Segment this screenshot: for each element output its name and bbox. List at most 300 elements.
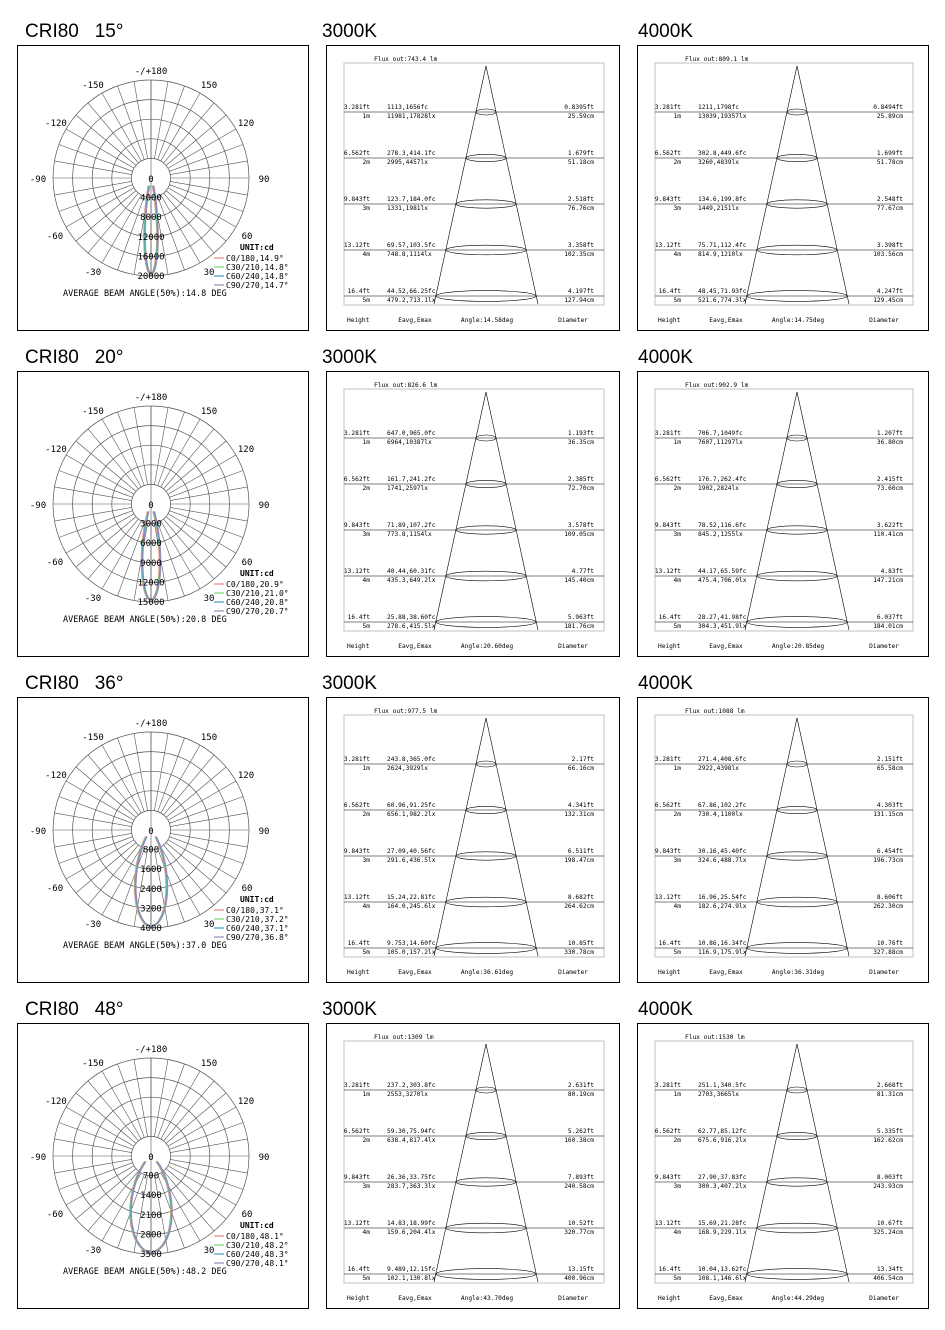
diameter-ft: 2.631ft [567,1082,594,1089]
height-m: 5m [673,1275,681,1282]
height-ft: 6.562ft [654,150,681,157]
diameter-cm: 320.77cm [564,1229,594,1236]
illuminance-fc: 62.77,85.12fc [698,1128,747,1135]
polar-spoke [154,1059,168,1136]
diameter-cm: 81.31cm [876,1091,903,1098]
illuminance-fc: 28.27,41.98fc [698,614,747,621]
diameter-cm: 325.24cm [873,1229,903,1236]
diameter-cm: 262.30cm [873,903,903,910]
average-beam-angle: AVERAGE BEAM ANGLE(50%):20.8 DEG [63,615,227,625]
diameter-cm: 80.19cm [567,1091,594,1098]
height-m: 3m [673,857,681,864]
footer-label: Angle:14.58deg [460,317,514,324]
illuminance-fc: 69.57,103.5fc [387,242,436,249]
polar-spoke [169,1122,243,1149]
polar-spoke [158,1064,185,1138]
polar-spoke [134,81,148,158]
illuminance-fc: 15.24,22.81fc [387,894,436,901]
flux-out: Flux out:902.9 lm [685,382,749,389]
footer-label: Height [347,1295,370,1302]
diameter-cm: 76.76cm [567,205,594,212]
illuminance-lx: 1331,1981lx [387,205,428,212]
illuminance-fc: 10.86,16.34fc [698,940,747,947]
diameter-ft: 4.303ft [876,802,903,809]
illuminance-fc: 237.2,303.8fc [387,1082,436,1089]
angle-label: -150 [82,81,104,91]
height-ft: 6.562ft [654,802,681,809]
radial-label: 3500 [140,1250,162,1260]
cone-edge-left [434,718,486,956]
height-ft: 13.12ft [654,568,681,575]
diameter-ft: 10.76ft [876,940,903,947]
diameter-ft: 2.385ft [567,476,594,483]
angle-label: -/+180 [134,719,168,729]
illuminance-lx: 13039,19357lx [698,113,747,120]
cone-edge-left [745,66,797,304]
flux-out: Flux out:1530 lm [685,1034,745,1041]
height-ft: 16.4ft [347,288,370,295]
polar-spoke [170,833,247,847]
illuminance-fc: 706.7,1049fc [698,430,743,437]
angle-label: -30 [84,594,102,604]
height-ft: 9.843ft [343,522,370,529]
height-ft: 16.4ft [347,940,370,947]
radial-label: 8000 [140,213,162,224]
angle-label: 60 [241,884,253,894]
polar-spoke [54,1139,131,1153]
distance-row [655,568,913,584]
cone-frame [655,63,913,305]
height-m: 1m [362,765,370,772]
distance-row [655,196,913,212]
polar-spoke [59,144,133,171]
height-m: 1m [673,765,681,772]
angle-label: 90 [258,827,270,837]
distance-row [344,150,604,166]
height-m: 5m [673,297,681,304]
radial-label: 1600 [140,865,162,876]
unit-label: UNIT:cd [240,1221,274,1230]
legend-entry: C0/180,20.9° [226,580,284,589]
height-ft: 3.281ft [654,756,681,763]
cone-svg [638,1024,929,1309]
angle-label: 150 [200,733,218,743]
illuminance-lx: 475.4,706.0lx [698,577,747,584]
legend-entry: C30/210,14.8° [226,263,289,272]
illuminance-lx: 168.9,229.1lx [698,1229,747,1236]
polar-spoke [170,1159,247,1173]
diameter-ft: 10.67ft [876,1220,903,1227]
height-ft: 6.562ft [654,1128,681,1135]
angle-label: 30 [203,1246,215,1256]
diameter-ft: 0.8494ft [873,104,903,111]
footer-label: Height [347,969,370,976]
radial-label: 3200 [140,904,162,915]
distance-row [655,430,913,446]
height-m: 2m [362,485,370,492]
radial-label-center: 0 [148,827,154,837]
illuminance-fc: 67.86,102.2fc [698,802,747,809]
legend-entry: C30/210,48.2° [226,1241,289,1250]
diameter-ft: 5.963ft [567,614,594,621]
radial-label-center: 0 [148,175,154,185]
diameter-ft: 5.262ft [567,1128,594,1135]
illuminance-fc: 71.89,107.2fc [387,522,436,529]
height-ft: 9.843ft [343,196,370,203]
distance-row [655,242,913,258]
distance-row [344,940,604,956]
footer-label: Eavg,Emax [398,1295,432,1302]
illuminance-lx: 730.4,1100lx [698,811,743,818]
cone-svg [327,1024,620,1309]
legend-entry: C60/240,48.3° [226,1250,289,1259]
radial-label: 6000 [140,539,162,550]
angle-label: -30 [84,1246,102,1256]
height-ft: 16.4ft [347,1266,370,1273]
polar-spoke [169,837,243,864]
diameter-ft: 2.415ft [876,476,903,483]
distance-row [344,242,604,258]
polar-spoke [59,1122,133,1149]
angle-label: 90 [258,175,270,185]
beam-angle-label: 36° [94,673,124,694]
height-m: 2m [362,811,370,818]
illuminance-fc: 48.45,71.93fc [698,288,747,295]
diameter-cm: 400.96cm [564,1275,594,1282]
footer-label: Angle:20.60deg [460,643,514,650]
polar-spoke [134,1059,148,1136]
illuminance-lx: 521.6,774.3lx [698,297,747,304]
illuminance-lx: 2995,4457lx [387,159,428,166]
footer-label: Diameter [869,969,899,976]
height-ft: 3.281ft [343,104,370,111]
polar-svg [18,372,309,657]
distance-row [344,848,604,864]
illuminance-fc: 271.4,408.6fc [698,756,747,763]
angle-label: -30 [84,268,102,278]
illuminance-fc: 16.96,25.54fc [698,894,747,901]
illuminance-lx: 304.3,451.9lx [698,623,747,630]
polar-spoke [59,1163,133,1190]
angle-label: 60 [241,232,253,242]
diameter-ft: 13.15ft [567,1266,594,1273]
distance-row [655,150,913,166]
angle-label: -60 [46,232,64,242]
distance-row [344,1220,604,1236]
footer-label: Height [347,643,370,650]
polar-spoke [170,487,247,501]
diameter-cm: 36.80cm [876,439,903,446]
diameter-cm: 127.94cm [564,297,594,304]
cone-svg [327,372,620,657]
polar-spoke [154,407,168,484]
illuminance-lx: 479.2,713.1lx [387,297,436,304]
radial-label: 20000 [137,272,165,282]
diameter-ft: 4.247ft [876,288,903,295]
footer-label: Angle:14.75deg [771,317,825,324]
illuminance-fc: 1113,1656fc [387,104,428,111]
distance-row [344,614,604,630]
illuminance-fc: 40.44,60.31fc [387,568,436,575]
illuminance-fc: 26.36,33.75fc [387,1174,436,1181]
radial-label-center: 0 [148,1153,154,1163]
legend [214,906,289,942]
polar-spoke [169,511,243,538]
row-title [25,348,123,367]
distance-row [655,894,913,910]
footer-label: Angle:36.61deg [460,969,514,976]
legend-entry: C0/180,37.1° [226,906,284,915]
diameter-cm: 73.60cm [876,485,903,492]
height-ft: 16.4ft [658,1266,681,1273]
height-m: 1m [362,1091,370,1098]
polar-spoke [54,1159,131,1173]
diameter-ft: 2.518ft [567,196,594,203]
row-title [25,22,123,41]
distance-row [344,1128,604,1144]
average-beam-angle: AVERAGE BEAM ANGLE(50%):14.8 DEG [63,289,227,299]
illuminance-fc: 14.83,18.99fc [387,1220,436,1227]
distance-row [655,1082,913,1098]
distance-row [344,196,604,212]
radial-label: 2800 [140,1230,162,1241]
height-ft: 3.281ft [343,430,370,437]
diameter-cm: 66.16cm [567,765,594,772]
illuminance-lx: 1449,2151lx [698,205,739,212]
radial-label: 3000 [140,519,162,530]
cone-frame [344,63,604,305]
diameter-cm: 162.62cm [873,1137,903,1144]
angle-label: 120 [237,119,255,129]
illuminance-fc: 278.3,414.1fc [387,150,436,157]
diameter-ft: 3.578ft [567,522,594,529]
diameter-ft: 1.699ft [876,150,903,157]
distance-row [344,430,604,446]
cct-3000k-label: 3000K [322,999,377,1020]
polar-spoke [54,507,131,521]
height-m: 4m [673,903,681,910]
radial-label: 12000 [137,232,165,243]
illuminance-lx: 291.6,436.5lx [387,857,436,864]
legend [214,1232,289,1268]
polar-spoke [54,833,131,847]
diameter-ft: 4.77ft [571,568,594,575]
illuminance-lx: 324.6,488.7lx [698,857,747,864]
row-title [25,1000,123,1019]
distance-row [655,614,913,630]
cone-diagram-3000k [326,45,620,331]
height-ft: 6.562ft [654,476,681,483]
footer-label: Eavg,Emax [709,1295,743,1302]
angle-label: 150 [200,81,218,91]
diameter-ft: 2.668ft [876,1082,903,1089]
cct-4000k-label: 4000K [638,673,693,694]
angle-label: -/+180 [134,1045,168,1055]
diameter-cm: 72.70cm [567,485,594,492]
cri-label: CRI80 [25,347,79,368]
cone-edge-right [486,392,538,630]
polar-spoke [59,470,133,497]
polar-spoke [158,86,185,160]
illuminance-fc: 44.17,65.59fc [698,568,747,575]
diameter-ft: 2.17ft [571,756,594,763]
legend-entry: C0/180,14.9° [226,254,284,263]
angle-label: -90 [29,501,47,511]
height-ft: 13.12ft [343,894,370,901]
cone-frame [344,389,604,631]
footer-label: Eavg,Emax [398,643,432,650]
polar-diagram [17,697,309,983]
cct-4000k-label: 4000K [638,347,693,368]
polar-spoke [117,1064,144,1138]
height-m: 2m [673,485,681,492]
polar-svg [18,46,309,331]
polar-spoke [117,738,144,812]
diameter-ft: 3.398ft [876,242,903,249]
illuminance-lx: 675.6,916.2lx [698,1137,747,1144]
height-ft: 16.4ft [658,614,681,621]
diameter-cm: 129.45cm [873,297,903,304]
footer-label: Diameter [558,969,588,976]
radial-label: 4000 [140,193,162,204]
flux-out: Flux out:1088 lm [685,708,745,715]
cone-svg [327,698,620,983]
diameter-cm: 264.62cm [564,903,594,910]
angle-label: -30 [84,920,102,930]
height-ft: 13.12ft [654,1220,681,1227]
footer-label: Height [658,643,681,650]
legend-entry: C90/270,36.8° [226,933,289,942]
angle-label: -120 [45,119,67,129]
illuminance-fc: 647.0,965.0fc [387,430,436,437]
angle-label: 120 [237,445,255,455]
polar-spoke [158,412,185,486]
height-ft: 13.12ft [343,1220,370,1227]
illuminance-fc: 123.7,184.0fc [387,196,436,203]
diameter-ft: 2.548ft [876,196,903,203]
illuminance-fc: 176.7,262.4fc [698,476,747,483]
illuminance-fc: 78.52,116.6fc [698,522,747,529]
height-m: 4m [362,577,370,584]
angle-label: -90 [29,1153,47,1163]
row-title [25,674,123,693]
radial-label: 1400 [140,1191,162,1202]
distance-row [344,894,604,910]
cone-edge-left [434,392,486,630]
cone-frame [344,1041,604,1283]
diameter-cm: 131.15cm [873,811,903,818]
diameter-cm: 51.18cm [567,159,594,166]
illuminance-fc: 44.52,66.25fc [387,288,436,295]
illuminance-lx: 1902,2824lx [698,485,739,492]
distance-row [655,476,913,492]
polar-spoke [170,507,247,521]
illuminance-lx: 105.0,157.2lx [387,949,436,956]
polar-spoke [169,470,243,497]
polar-spoke [134,733,148,810]
height-ft: 16.4ft [347,614,370,621]
footer-label: Height [658,969,681,976]
height-m: 3m [673,205,681,212]
height-m: 4m [673,1229,681,1236]
angle-label: -/+180 [134,67,168,77]
distance-row [344,104,604,120]
polar-spoke [117,86,144,160]
diameter-cm: 103.56cm [873,251,903,258]
distance-row [655,802,913,818]
distance-row [655,1220,913,1236]
height-ft: 13.12ft [343,242,370,249]
footer-label: Angle:36.31deg [771,969,825,976]
diameter-cm: 65.58cm [876,765,903,772]
height-m: 3m [362,1183,370,1190]
footer-label: Diameter [558,317,588,324]
polar-spoke [54,487,131,501]
radial-label: 4000 [140,924,162,934]
polar-spoke [54,813,131,827]
polar-diagram [17,45,309,331]
distance-row [655,940,913,956]
diameter-cm: 181.76cm [564,623,594,630]
polar-spoke [54,181,131,195]
illuminance-lx: 283.7,363.3lx [387,1183,436,1190]
radial-label-center: 0 [148,501,154,511]
polar-diagram [17,371,309,657]
distance-row [655,756,913,772]
polar-spoke [169,185,243,212]
radial-label: 700 [142,1171,160,1182]
polar-spoke [54,161,131,175]
legend-entry: C90/270,48.1° [226,1259,289,1268]
footer-label: Height [347,317,370,324]
illuminance-fc: 9.489,12.15fc [387,1266,436,1273]
diameter-cm: 51.78cm [876,159,903,166]
cone-edge-right [797,392,849,630]
diameter-cm: 243.93cm [873,1183,903,1190]
illuminance-lx: 164.0,245.6lx [387,903,436,910]
angle-label: 60 [241,1210,253,1220]
illuminance-lx: 814.9,1210lx [698,251,743,258]
footer-label: Diameter [869,643,899,650]
height-ft: 13.12ft [654,242,681,249]
illuminance-lx: 278.6,415.5lx [387,623,436,630]
cone-diagram-4000k [637,371,929,657]
cone-diagram-3000k [326,1023,620,1309]
diameter-ft: 8.682ft [567,894,594,901]
height-ft: 9.843ft [654,522,681,529]
distance-row [655,1128,913,1144]
height-m: 5m [673,949,681,956]
diameter-ft: 3.358ft [567,242,594,249]
cone-diagram-3000k [326,697,620,983]
diameter-cm: 196.73cm [873,857,903,864]
height-m: 1m [673,1091,681,1098]
diameter-ft: 2.151ft [876,756,903,763]
angle-label: -60 [46,558,64,568]
distance-row [344,522,604,538]
cri-label: CRI80 [25,999,79,1020]
height-ft: 3.281ft [654,104,681,111]
cone-svg [638,46,929,331]
height-m: 2m [362,159,370,166]
diameter-cm: 145.40cm [564,577,594,584]
height-m: 1m [362,439,370,446]
footer-label: Eavg,Emax [709,643,743,650]
illuminance-fc: 25.88,38.60fc [387,614,436,621]
height-m: 2m [362,1137,370,1144]
diameter-ft: 4.341ft [567,802,594,809]
cct-4000k-label: 4000K [638,21,693,42]
